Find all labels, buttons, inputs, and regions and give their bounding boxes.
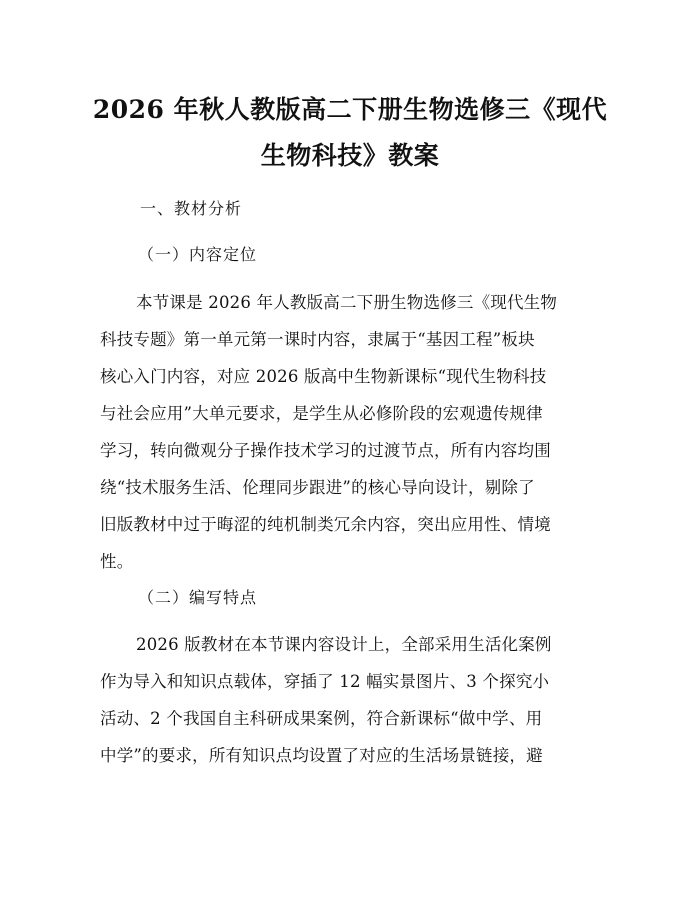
paragraph1-line: 核心入门内容，对应 2026 版高中生物新课标“现代生物科技 (100, 367, 547, 386)
document-title-line-1: 2026 年秋人教版高二下册生物选修三《现代 (92, 95, 608, 124)
paragraph1-line: 与社会应用”大单元要求，是学生从必修阶段的宏观遗传规律 (100, 404, 543, 423)
subsection-heading-writing-features: （二）编写特点 (138, 588, 258, 607)
paragraph1-line: 科技专题》第一单元第一课时内容，隶属于“基因工程”板块 (100, 330, 535, 349)
paragraph1-line: 本节课是 2026 年人教版高二下册生物选修三《现代生物 (136, 293, 558, 312)
document-title-line-2: 生物科技》教案 (260, 141, 440, 170)
paragraph1-line: 旧版教材中过于晦涩的纯机制类冗余内容，突出应用性、情境 (100, 515, 551, 534)
paragraph2-line: 2026 版教材在本节课内容设计上，全部采用生活化案例 (136, 635, 552, 654)
paragraph1-line: 绕“技术服务生活、伦理同步跟进”的核心导向设计，剔除了 (100, 478, 535, 497)
paragraph2-line: 中学”的要求，所有知识点均设置了对应的生活场景链接，避 (100, 746, 543, 765)
section-heading: 一、教材分析 (140, 199, 243, 218)
paragraph2-line: 作为导入和知识点载体，穿插了 12 幅实景图片、3 个探究小 (100, 672, 550, 691)
paragraph2-line: 活动、2 个我国自主科研成果案例，符合新课标“做中学、用 (100, 709, 543, 728)
paragraph1-line: 学习，转向微观分子操作技术学习的过渡节点，所有内容均围 (100, 441, 551, 460)
subsection-heading-content-positioning: （一）内容定位 (138, 245, 258, 264)
paragraph1-line: 性。 (100, 552, 134, 571)
